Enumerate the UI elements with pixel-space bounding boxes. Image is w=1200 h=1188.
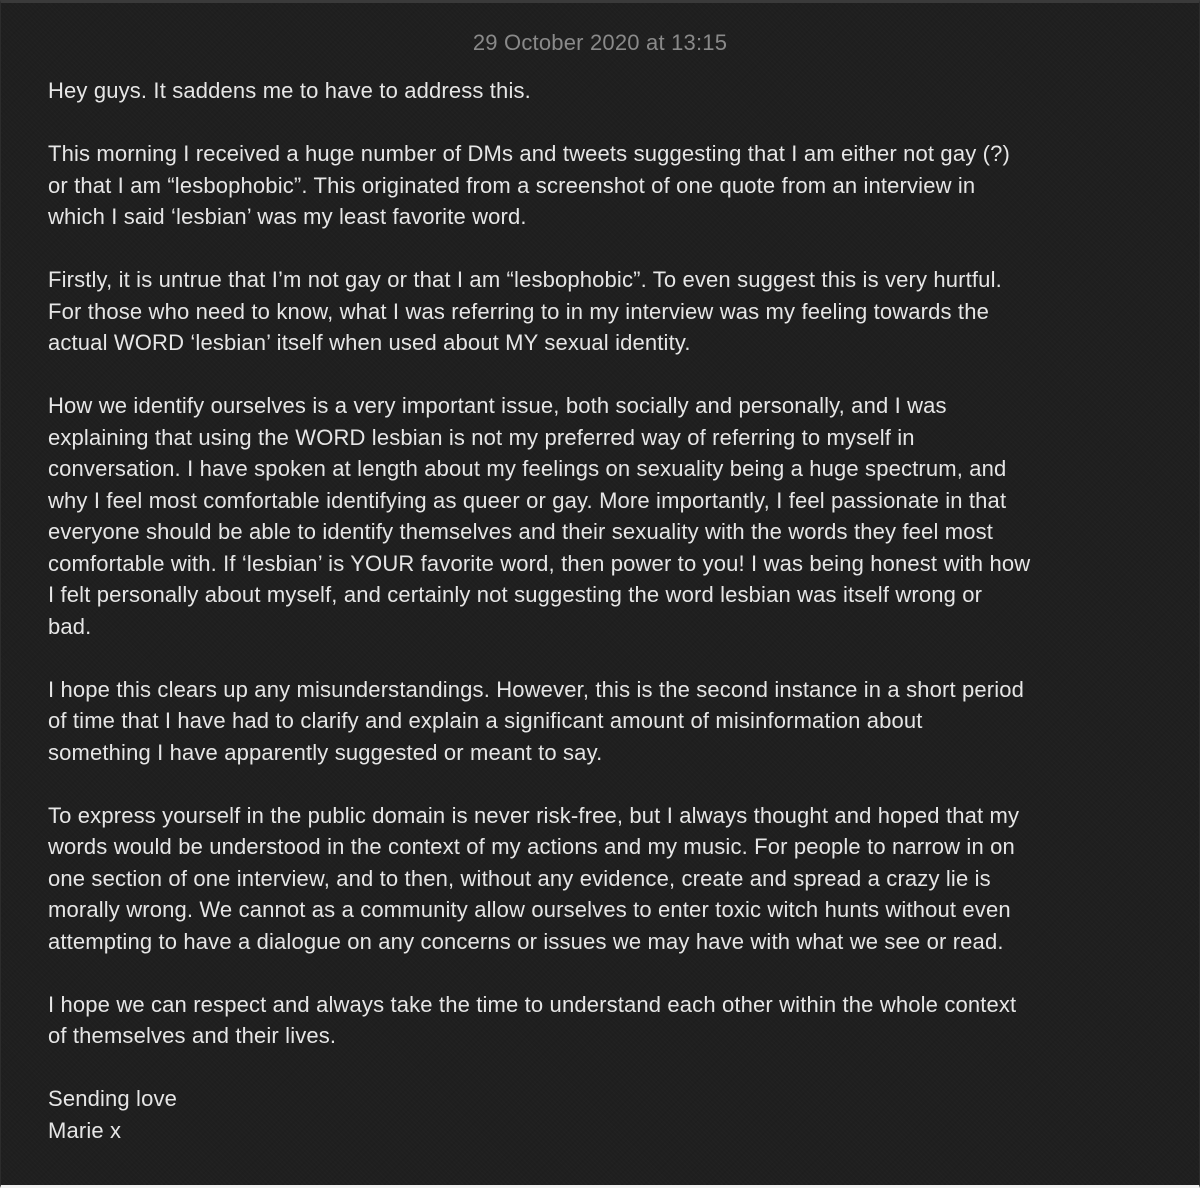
note-body[interactable] bbox=[48, 75, 1173, 1146]
note-paragraph-respect: I hope we can respect and always take the time to understand each other within the whole context of themselves and their lives. bbox=[48, 991, 1017, 1048]
note-signoff: Sending love Marie x bbox=[48, 1086, 178, 1143]
note-paragraph-clarification: Firstly, it is untrue that I’m not gay or that I am “lesbophobic”. To even suggest this is very hurtful. For those who need to know, what I was referring to in my interview was my feeling towards the actual WORD ‘lesbian’ itself when used about MY sexual identity. bbox=[48, 267, 1002, 355]
note-paragraph-greeting: Hey guys. It saddens me to have to address this. bbox=[48, 78, 531, 103]
note-paragraph-misunderstandings: I hope this clears up any misunderstandings. However, this is the second instance in a short period of time that I have had to clarify and explain a significant amount of misinformation about something I have apparently suggested or meant to say. bbox=[48, 676, 1025, 765]
note-timestamp: 29 October 2020 at 13:15 bbox=[472, 30, 728, 55]
note-paragraph-context: This morning I received a huge number of DMs and tweets suggesting that I am either not gay (?) or that I am “lesbophobic”. This originated from a screenshot of one quote from an interview in which I said ‘lesbian’ was my least favorite word. bbox=[48, 141, 1010, 229]
note-paragraph-identity: How we identify ourselves is a very important issue, both socially and personally, and I was explaining that using the WORD lesbian is not my preferred way of referring to myself in conversation. I have spoken at length about my feelings on sexuality being a huge spectrum, and why I feel most comfortable identifying as queer or gay. More importantly, I feel passionate in that everyone should be able to identify themselves and their sexuality with the words they feel most comfortable with. If ‘lesbian’ is YOUR favorite word, then power to you! I was being honest with how I felt personally about myself, and certainly not suggesting the word lesbian was itself wrong or bad. bbox=[48, 393, 1031, 639]
note-paragraph-public-domain: To express yourself in the public domain is never risk-free, but I always thought and hoped that my words would be understood in the context of my actions and my music. For people to narrow in on one section of one interview, and to then, without any evidence, create and spread a crazy lie is morally wrong. We cannot as a community allow ourselves to enter toxic witch hunts without even attempting to have a dialogue on any concerns or issues we may have with what we see or read. bbox=[48, 802, 1020, 954]
